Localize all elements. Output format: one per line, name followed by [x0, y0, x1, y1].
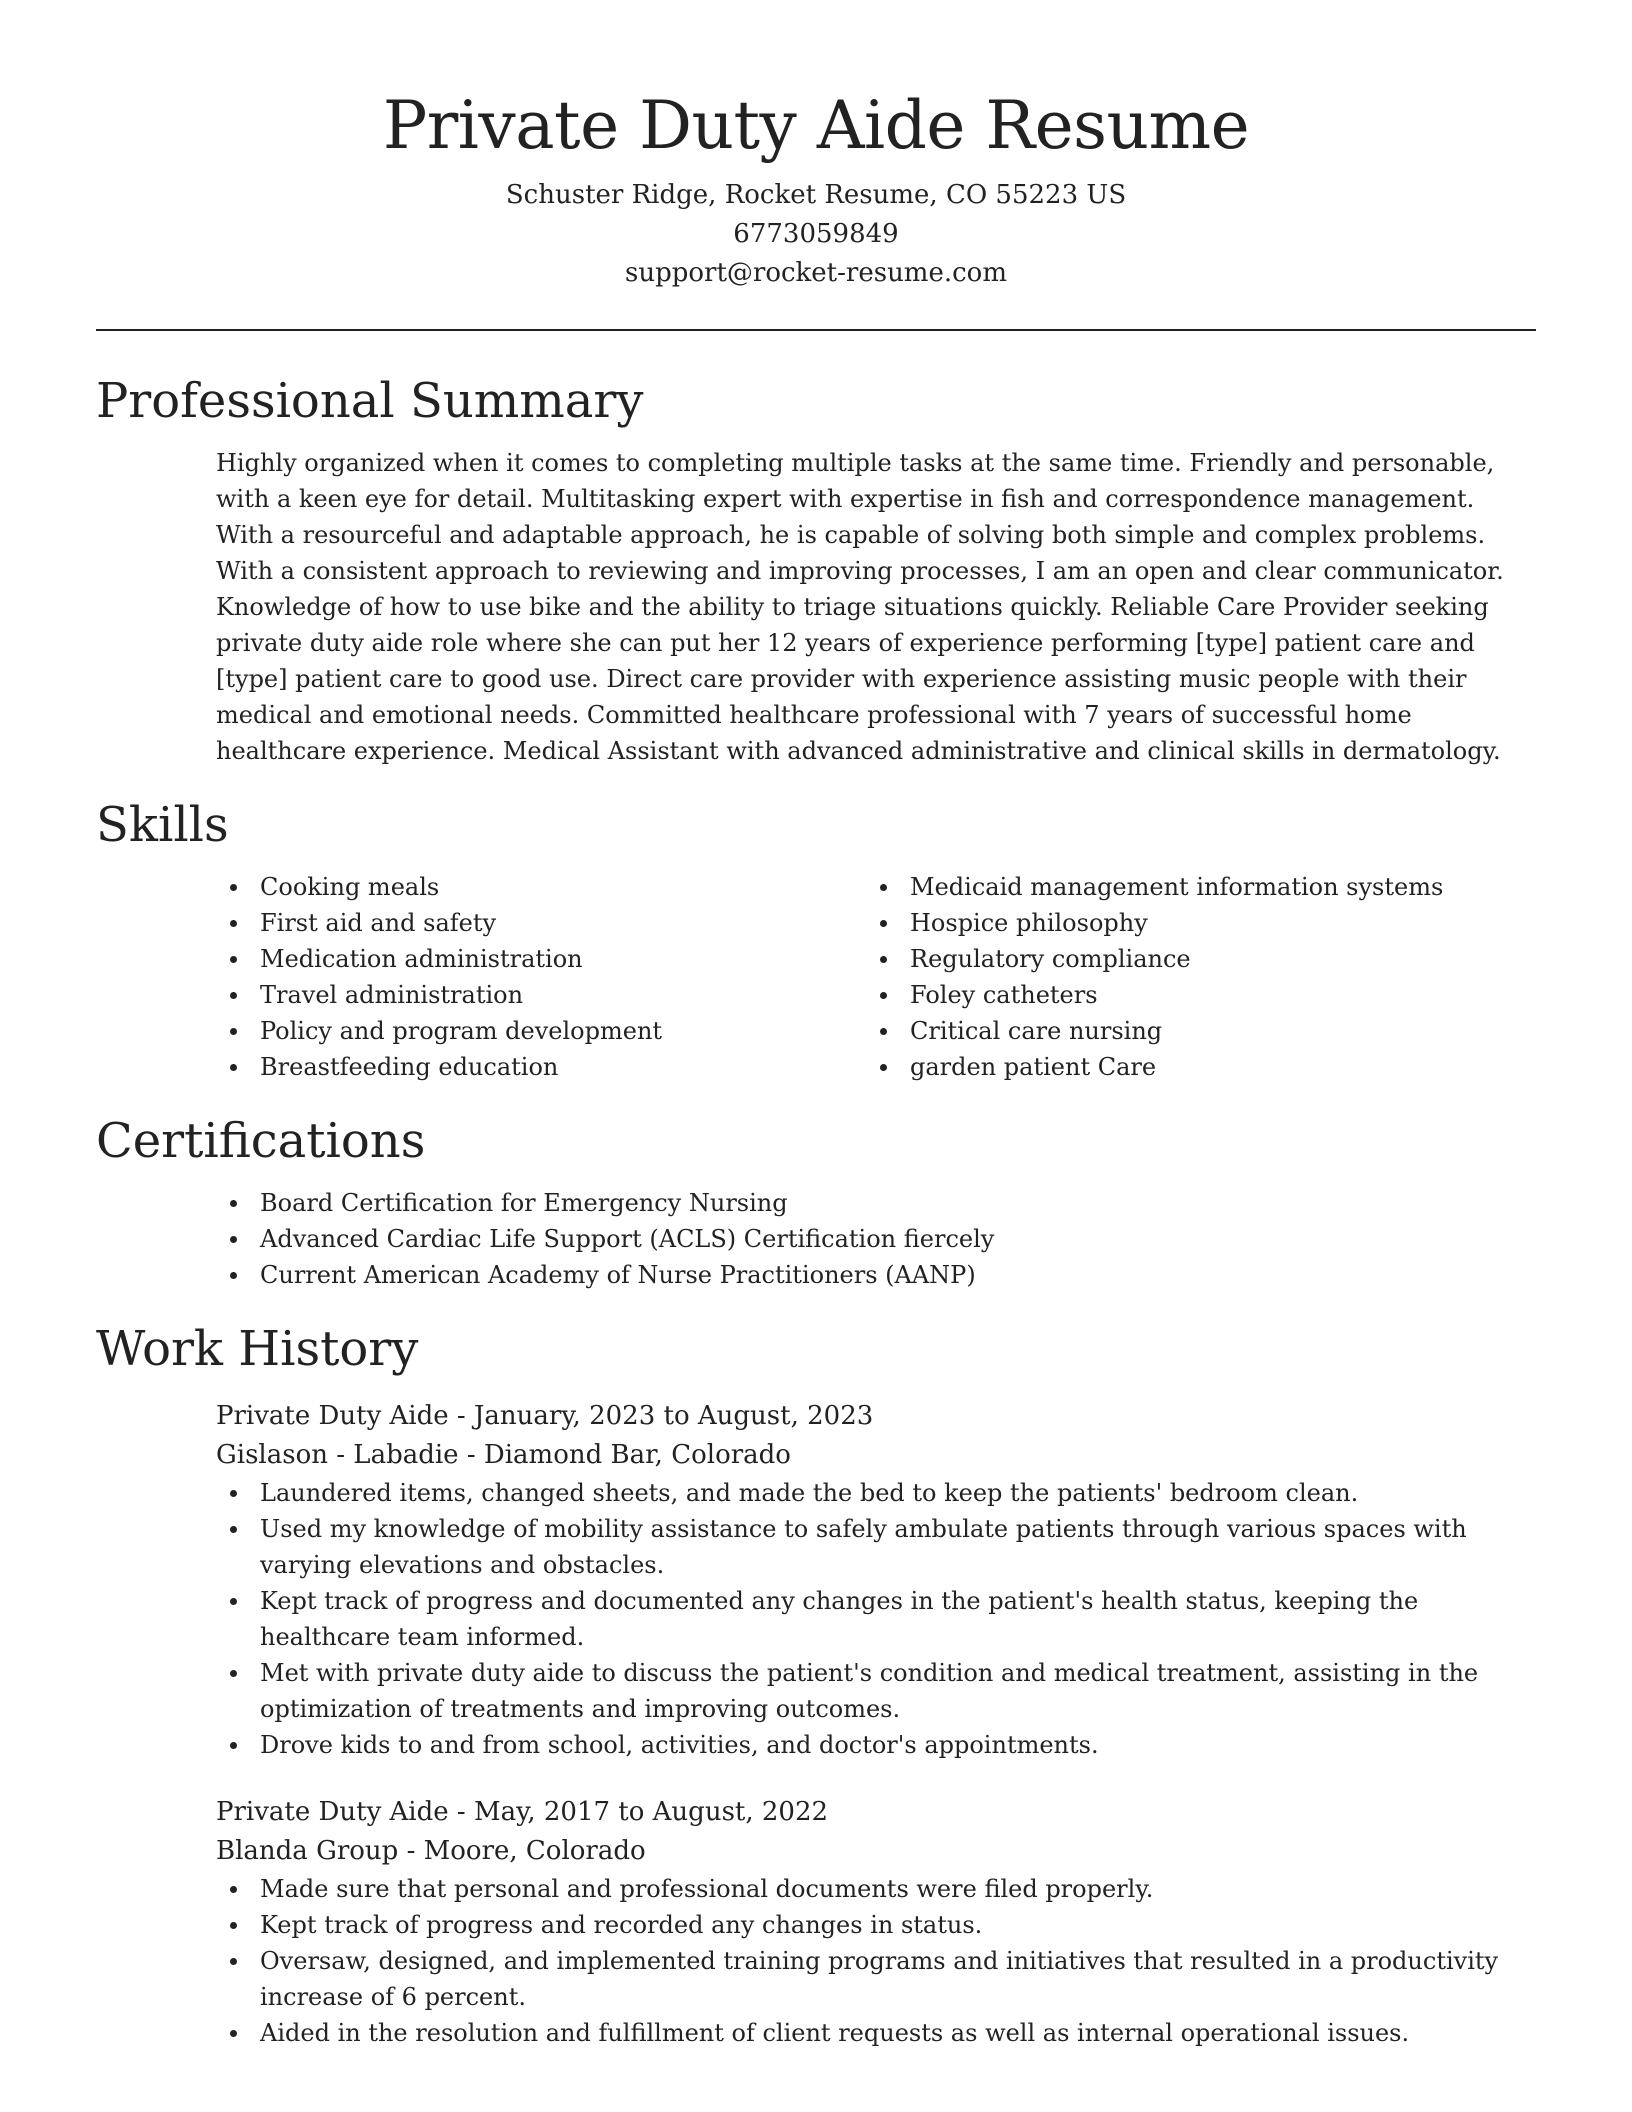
skill-item: Policy and program development	[260, 1013, 866, 1049]
job-title: Private Duty Aide	[216, 1797, 449, 1827]
resume-title: Private Duty Aide Resume	[382, 87, 1250, 164]
skill-item: Regulatory compliance	[910, 941, 1516, 977]
job-title-line	[216, 1793, 1536, 1832]
summary-body	[216, 445, 1536, 769]
skills-column-right	[866, 869, 1516, 1085]
skills-section	[96, 795, 1536, 1085]
skill-item: First aid and safety	[260, 905, 866, 941]
contact-phone: 6773059849	[733, 219, 899, 249]
job-dates: - May, 2017 to August, 2022	[448, 1797, 829, 1827]
skill-item: Breastfeeding education	[260, 1049, 866, 1085]
header-divider	[96, 329, 1536, 331]
job-company: Gislason - Labadie	[216, 1440, 459, 1470]
resume-header	[96, 0, 1536, 293]
skill-item: Medicaid management information systems	[910, 869, 1516, 905]
job-bullet: Oversaw, designed, and implemented training programs and initiatives that resulted in a productivity increase of 6 percent.	[260, 1943, 1536, 2015]
certification-item: Current American Academy of Nurse Practitioners (AANP)	[260, 1257, 1536, 1293]
contact-info	[96, 176, 1536, 293]
job-bullet: Laundered items, changed sheets, and made the bed to keep the patients' bedroom clean.	[260, 1475, 1536, 1511]
job-bullet: Met with private duty aide to discuss the patient's condition and medical treatment, assisting in the optimization of treatments and improving outcomes.	[260, 1655, 1536, 1727]
job-title: Private Duty Aide	[216, 1401, 449, 1431]
skills-heading: Skills	[96, 797, 229, 853]
contact-email: support@rocket-resume.com	[624, 258, 1007, 288]
job-bullet: Used my knowledge of mobility assistance to safely ambulate patients through various spaces with varying elevations and obstacles.	[260, 1511, 1536, 1583]
job-company-line	[216, 1832, 1536, 1871]
skill-item: Travel administration	[260, 977, 866, 1013]
skill-item: garden patient Care	[910, 1049, 1516, 1085]
skill-item: Cooking meals	[260, 869, 866, 905]
job-entry	[216, 1397, 1536, 1763]
work-history-body	[216, 1397, 1536, 2051]
skill-item: Critical care nursing	[910, 1013, 1516, 1049]
job-bullet: Aided in the resolution and fulfillment of client requests as well as internal operational issues.	[260, 2015, 1536, 2051]
work-history-section	[96, 1319, 1536, 2051]
skill-item: Foley catheters	[910, 977, 1516, 1013]
job-bullet: Kept track of progress and recorded any changes in status.	[260, 1907, 1536, 1943]
contact-address: Schuster Ridge, Rocket Resume, CO 55223 US	[505, 180, 1127, 210]
job-bullets	[216, 1475, 1536, 1763]
job-location: - Moore, Colorado	[398, 1836, 646, 1866]
certifications-heading: Certifications	[96, 1113, 426, 1169]
summary-heading: Professional Summary	[96, 373, 644, 429]
job-bullet: Drove kids to and from school, activities, and doctor's appointments.	[260, 1727, 1536, 1763]
skill-item: Hospice philosophy	[910, 905, 1516, 941]
job-bullet: Made sure that personal and professional documents were filed properly.	[260, 1871, 1536, 1907]
job-dates: - January, 2023 to August, 2023	[448, 1401, 874, 1431]
work-history-heading: Work History	[96, 1321, 419, 1377]
skill-item: Medication administration	[260, 941, 866, 977]
job-entry	[216, 1793, 1536, 2051]
job-location: - Diamond Bar, Colorado	[458, 1440, 791, 1470]
job-bullets	[216, 1871, 1536, 2051]
job-bullet: Kept track of progress and documented any changes in the patient's health status, keeping the healthcare team informed.	[260, 1583, 1536, 1655]
summary-text: Highly organized when it comes to completing multiple tasks at the same time. Friendly and personable, with a keen eye for detail. Multitasking expert with expertise in fish and correspondence management. With a resourceful and adaptable approach, he is capable of solving both simple and complex problems. With a consistent approach to reviewing and improving processes, I am an open and clear communicator. Knowledge of how to use bike and the ability to triage situations quickly. Reliable Care Provider seeking private duty aide role where she can put her 12 years of experience performing [type] patient care and [type] patient care to good use. Direct care provider with experience assisting music people with their medical and emotional needs. Committed healthcare professional with 7 years of successful home healthcare experience. Medical Assistant with advanced administrative and clinical skills in dermatology.	[216, 449, 1504, 765]
skills-grid	[216, 869, 1536, 1085]
skills-column-left	[216, 869, 866, 1085]
job-title-line	[216, 1397, 1536, 1436]
job-company: Blanda Group	[216, 1836, 399, 1866]
summary-section	[96, 371, 1536, 769]
certifications-section	[96, 1111, 1536, 1293]
resume-page	[96, 0, 1536, 2081]
certification-item: Board Certification for Emergency Nursing	[260, 1185, 1536, 1221]
skills-body	[216, 869, 1536, 1085]
job-company-line	[216, 1436, 1536, 1475]
certification-item: Advanced Cardiac Life Support (ACLS) Certification fiercely	[260, 1221, 1536, 1257]
certifications-body	[216, 1185, 1536, 1293]
